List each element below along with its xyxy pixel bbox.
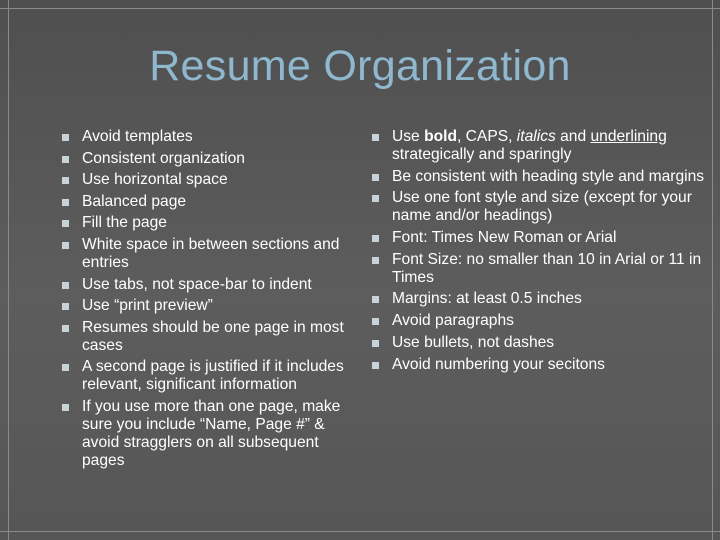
- slide-title: Resume Organization: [149, 42, 571, 90]
- square-bullet-icon: [62, 199, 69, 206]
- frame-line-top: [0, 8, 720, 9]
- list-item-text: Avoid paragraphs: [392, 312, 514, 330]
- right-bullet-list: [372, 128, 717, 377]
- list-item: [62, 128, 352, 146]
- square-bullet-icon: [372, 257, 379, 264]
- square-bullet-icon: [62, 220, 69, 227]
- list-item-text: Balanced page: [82, 192, 187, 210]
- list-item-text: Fill the page: [82, 214, 167, 232]
- list-item: [62, 398, 352, 470]
- square-bullet-icon: [372, 174, 379, 181]
- list-item: [372, 356, 717, 374]
- list-item-text: A second page is justified if it includes relevant, significant information: [82, 358, 344, 394]
- bold-text: bold: [424, 128, 457, 145]
- list-item-text: Be consistent with heading style and margins: [392, 167, 705, 185]
- square-bullet-icon: [62, 282, 69, 289]
- list-item: [62, 297, 352, 315]
- list-item-text: Use “print preview”: [82, 297, 213, 315]
- square-bullet-icon: [372, 362, 379, 369]
- square-bullet-icon: [372, 318, 379, 325]
- list-item-text: Avoid numbering your secitons: [392, 355, 605, 373]
- list-item-text: Avoid templates: [82, 128, 193, 145]
- list-item: [372, 229, 717, 247]
- list-item-text: Use tabs, not space-bar to indent: [82, 275, 312, 293]
- list-item: [372, 251, 717, 287]
- list-item-text: [392, 128, 667, 163]
- italic-text: italics: [516, 128, 556, 145]
- list-item: [62, 150, 352, 168]
- list-item: [372, 189, 717, 225]
- square-bullet-icon: [372, 296, 379, 303]
- list-item-text: Consistent organization: [82, 149, 245, 167]
- text-run: Use: [392, 128, 425, 145]
- square-bullet-icon: [62, 177, 69, 184]
- list-item: [62, 171, 352, 189]
- list-item-text: Resumes should be one page in most cases: [82, 318, 344, 354]
- square-bullet-icon: [62, 325, 69, 332]
- square-bullet-icon: [62, 404, 69, 411]
- list-item: [372, 312, 717, 330]
- list-item-text: Use bullets, not dashes: [392, 333, 555, 351]
- list-item: [62, 358, 352, 394]
- list-item-text: White space in between sections and entries: [82, 235, 340, 271]
- list-item: [62, 214, 352, 232]
- list-item-text: Font Size: no smaller than 10 in Arial or 11 in Times: [392, 250, 702, 286]
- list-item: [372, 334, 717, 352]
- square-bullet-icon: [372, 195, 379, 202]
- text-run: and: [555, 128, 591, 145]
- list-item: [62, 276, 352, 294]
- square-bullet-icon: [62, 303, 69, 310]
- square-bullet-icon: [62, 242, 69, 249]
- list-item-text: Font: Times New Roman or Arial: [392, 229, 617, 247]
- square-bullet-icon: [372, 235, 379, 242]
- underlined-text: underlining: [590, 128, 667, 145]
- square-bullet-icon: [372, 134, 379, 141]
- list-item: [62, 193, 352, 211]
- list-item-text: If you use more than one page, make sure you include “Name, Page #” & avoid stragglers on all subsequent pages: [82, 397, 341, 469]
- text-run: strategically and sparingly: [392, 146, 572, 163]
- square-bullet-icon: [62, 134, 69, 141]
- square-bullet-icon: [62, 156, 69, 163]
- list-item-text: Use horizontal space: [82, 171, 228, 189]
- list-item: [372, 168, 717, 186]
- list-item: [372, 290, 717, 308]
- list-item-text: Margins: at least 0.5 inches: [392, 290, 582, 308]
- list-item-text: Use one font style and size (except for your name and/or headings): [392, 189, 692, 225]
- list-item: [62, 319, 352, 355]
- list-item: [372, 128, 717, 164]
- square-bullet-icon: [62, 364, 69, 371]
- left-bullet-list: [62, 128, 352, 474]
- text-run: , CAPS,: [457, 128, 517, 145]
- frame-line-bottom: [0, 531, 720, 532]
- square-bullet-icon: [372, 340, 379, 347]
- list-item: [62, 236, 352, 272]
